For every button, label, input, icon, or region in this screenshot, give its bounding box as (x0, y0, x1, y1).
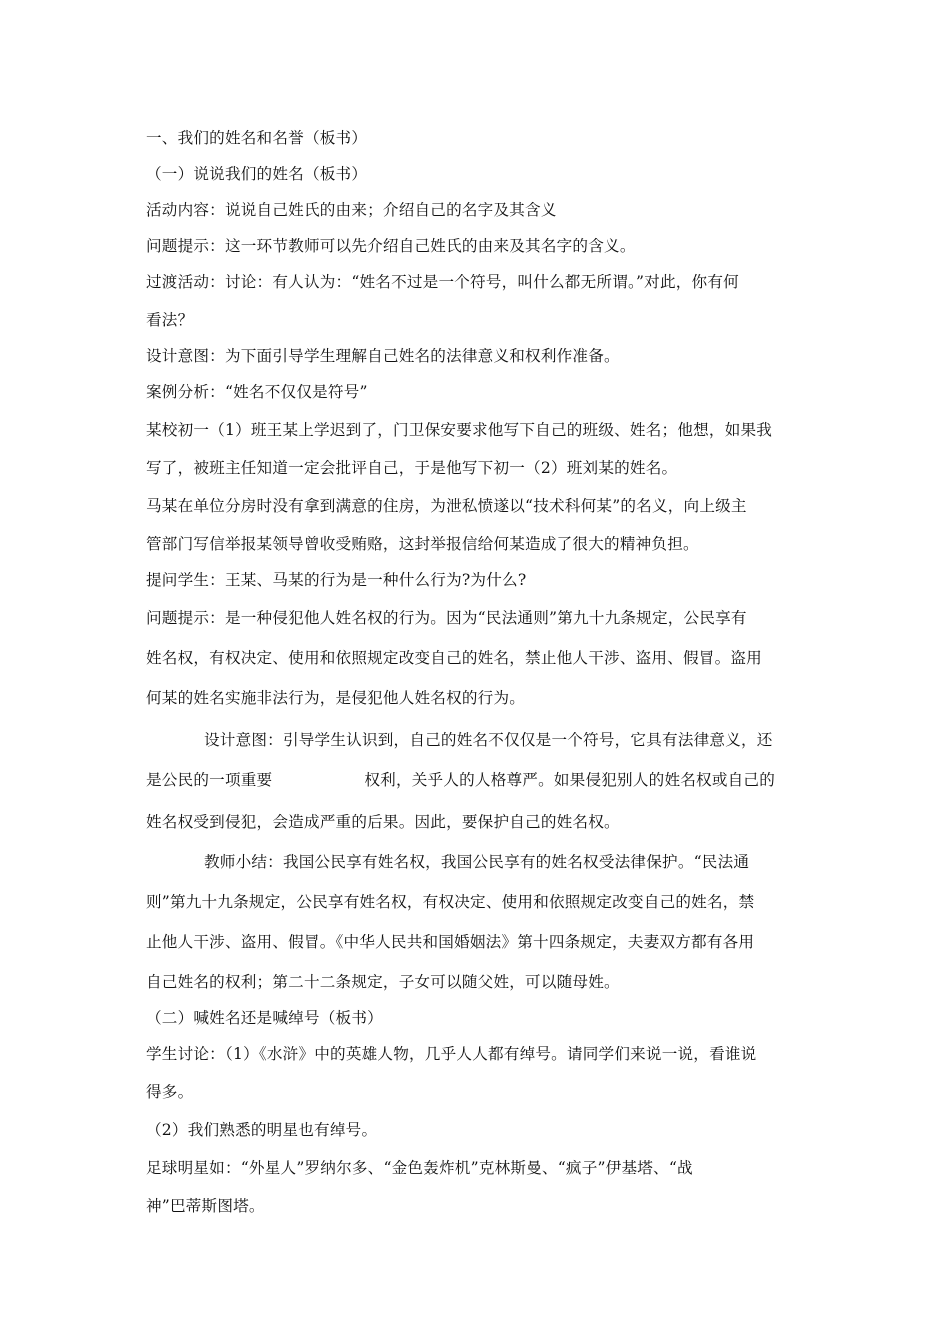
paragraph-line: 神”巴蒂斯图塔。 (146, 1197, 265, 1215)
text-segment: 是公民的一项重要 (146, 771, 273, 789)
text-segment: 权利，关乎人的人格尊严。如果侵犯别人的姓名权或自己的 (364, 771, 775, 789)
paragraph-line: （2）我们熟悉的明星也有绰号。 (146, 1121, 378, 1139)
paragraph-line: 某校初一（1）班王某上学迟到了，门卫保安要求他写下自己的班级、姓名；他想，如果我 (146, 421, 773, 439)
subheading-name-or-nickname: （二）喊姓名还是喊绰号（板书） (146, 1009, 383, 1027)
paragraph-line (146, 770, 816, 790)
paragraph-line: 得多。 (146, 1083, 194, 1101)
paragraph-line: 姓名权，有权决定、使用和依照规定改变自己的姓名，禁止他人干涉、盗用、假冒。盗用 (146, 649, 762, 667)
paragraph-line: 足球明星如：“外星人”罗纳尔多、“金色轰炸机”克林斯曼、“疯子”伊基塔、“战 (146, 1159, 693, 1177)
paragraph-line: 则”第九十九条规定，公民享有姓名权，有权决定、使用和依照规定改变自己的姓名，禁 (146, 893, 755, 911)
subheading-talk-about-names: （一）说说我们的姓名（板书） (146, 165, 368, 183)
paragraph-line: 马某在单位分房时没有拿到满意的住房，为泄私愤遂以“技术科何某”的名义，向上级主 (146, 497, 747, 515)
paragraph-line: 看法？ (146, 311, 194, 329)
paragraph-line: 问题提示：是一种侵犯他人姓名权的行为。因为“民法通则”第九十九条规定，公民享有 (146, 609, 747, 627)
paragraph-line: 过渡活动：讨论：有人认为：“姓名不过是一个符号，叫什么都无所谓。”对此，你有何 (146, 273, 739, 291)
paragraph-line: 案例分析：“姓名不仅仅是符号” (146, 383, 368, 401)
paragraph-line: 自己姓名的权利；第二十二条规定，子女可以随父姓，可以随母姓。 (146, 973, 620, 991)
paragraph-line: 设计意图：引导学生认识到，自己的姓名不仅仅是一个符号，它具有法律意义，还 (204, 731, 773, 749)
paragraph-line: 活动内容：说说自己姓氏的由来；介绍自己的名字及其含义 (146, 201, 557, 219)
heading-names-and-reputation: 一、我们的姓名和名誉（板书） (146, 129, 368, 147)
paragraph-line: 问题提示：这一环节教师可以先介绍自己姓氏的由来及其名字的含义。 (146, 237, 636, 255)
paragraph-line: 管部门写信举报某领导曾收受贿赂，这封举报信给何某造成了很大的精神负担。 (146, 535, 699, 553)
paragraph-line: 提问学生：王某、马某的行为是一种什么行为?为什么? (146, 571, 527, 589)
paragraph-line: 止他人干涉、盗用、假冒。《中华人民共和国婚姻法》第十四条规定，夫妻双方都有各用 (146, 933, 755, 951)
paragraph-line: 写了，被班主任知道一定会批评自己，于是他写下初一（2）班刘某的姓名。 (146, 459, 678, 477)
paragraph-line: 学生讨论：（1）《水浒》中的英雄人物，几乎人人都有绰号。请同学们来说一说，看谁说 (146, 1045, 757, 1063)
paragraph-line: 姓名权受到侵犯，会造成严重的后果。因此，要保护自己的姓名权。 (146, 813, 620, 831)
paragraph-line: 设计意图：为下面引导学生理解自己姓名的法律意义和权利作准备。 (146, 347, 620, 365)
paragraph-line: 何某的姓名实施非法行为，是侵犯他人姓名权的行为。 (146, 689, 526, 707)
paragraph-line: 教师小结：我国公民享有姓名权，我国公民享有的姓名权受法律保护。“民法通 (204, 853, 750, 871)
